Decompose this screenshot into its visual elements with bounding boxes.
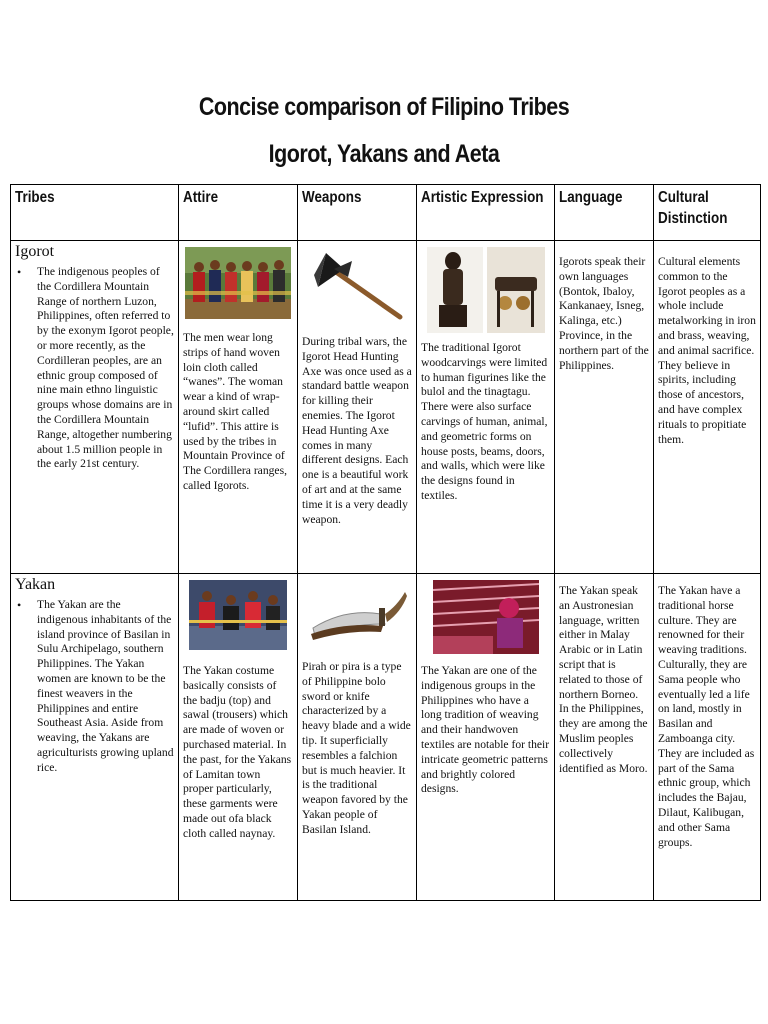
tribe-description-list: [15, 598, 174, 776]
yakan-costume-photo: [189, 580, 287, 650]
tribe-name: Yakan: [15, 576, 56, 593]
header-artistic-expression: Artistic Expression: [417, 185, 555, 241]
tribe-name: Igorot: [15, 243, 55, 260]
tribe-cell: [11, 241, 179, 574]
comparison-table: [10, 184, 761, 901]
tribe-description: • The Yakan are the indigenous inhabitants of the island province of Basilan in Sulu Archipelago, southern Philippines. The Yakan women are known to be the finest weavers in the Philippines and entire Southeast Asia. Aside from weaving, the Yakans are agriculturists growing upland rice.: [37, 598, 174, 776]
igorot-attire-photo: [185, 247, 291, 319]
language-cell: [555, 241, 654, 574]
art-text: The Yakan are one of the indigenous groups in the Philippines who have a long tradition of weaving and their handwoven textiles are notable for their intricate geometric patterns and brightly colored designs.: [421, 664, 550, 796]
culture-text: Cultural elements common to the Igorot peoples as a whole include metalworking in iron and brass, weaving, and animal sacrifice. They believe in spirits, including those of ancestors, and have complex rituals to propitiate them.: [658, 255, 756, 446]
attire-text: The men wear long strips of hand woven loin cloth called “wanes”. The woman wear a kind of wrap-around skirt called “lufid”. This attire is used by the tribes in Mountain Province of The Cordillera ranges, called Igorots.: [183, 331, 287, 492]
header-attire: Attire: [179, 185, 298, 241]
tribe-cell: [11, 574, 179, 901]
art-cell: [417, 241, 555, 574]
language-cell: [555, 574, 654, 901]
header-cultural-distinction: Cultural Distinction: [654, 185, 761, 241]
header-tribes: Tribes: [11, 185, 179, 241]
document-title: Concise comparison of Filipino Tribes: [198, 93, 570, 121]
tribe-description-list: [15, 265, 174, 472]
document-subtitle: Igorot, Yakans and Aeta: [268, 140, 500, 168]
attire-cell: [179, 241, 298, 574]
igorot-head-axe-photo: [304, 247, 410, 325]
weapons-text: Pirah or pira is a type of Philippine bolo sword or knife characterized by a heavy blade and a wide tip. It superficially resembles a falchion but is much heavier. It is the traditional weapon favored by the Yakan people of Basilan Island.: [302, 660, 411, 836]
yakan-weaving-photo: [433, 580, 539, 654]
culture-cell: [654, 574, 761, 901]
art-text: The traditional Igorot woodcarvings were limited to human figurines like the bulol and the tinagtagu. There were also surface carvings of human, animal, and geometric forms on house posts, beams, doors, and walls, which were like the designs found in textiles.: [421, 341, 548, 502]
language-text: The Yakan speak an Austronesian language, written either in Malay Arabic or in Latin script that is related to those of northern Borneo. In the Philippines, they are among the Muslim peoples collectively identified as Moro.: [559, 584, 648, 775]
culture-text: The Yakan have a traditional horse culture. They are renowned for their weaving traditions. Culturally, they are Sama people who eventually led a life on land, mostly in Basilan and Zamboanga city. They are included as part of the Sama ethnic group, which includes the Bajau, Dilaut, Kalibugan, and other Sama groups.: [658, 584, 755, 849]
language-text: Igorots speak their own languages (Bontok, Ibaloy, Kankanaey, Isneg, Kalinga, etc.) Province, in the northern part of the Philippines.: [559, 255, 649, 372]
attire-cell: [179, 574, 298, 901]
table-row: [11, 241, 761, 574]
attire-text: The Yakan costume basically consists of the badju (top) and sawal (trousers) which are made of woven or purchased material. In the past, for the Yakans of Lamitan town proper particularly, these garments were made out ofa black cloth called naynay.: [183, 664, 292, 840]
table-header-row: [11, 185, 761, 241]
weapons-cell: [298, 574, 417, 901]
yakan-pirah-photo: [305, 580, 409, 650]
igorot-woodcarvings-photo: [427, 247, 545, 333]
header-weapons: Weapons: [298, 185, 417, 241]
table-row: [11, 574, 761, 901]
culture-cell: [654, 241, 761, 574]
weapons-text: During tribal wars, the Igorot Head Hunting Axe was once used as a standard battle weapon for killing their enemies. The Igorot Head Hunting Axe comes in many different designs. Each one is a beautiful work of art and at the same time it is a very deadly weapon.: [302, 335, 412, 526]
weapons-cell: [298, 241, 417, 574]
art-cell: [417, 574, 555, 901]
header-language: Language: [555, 185, 654, 241]
tribe-description: • The indigenous peoples of the Cordillera Mountain Range of northern Luzon, Philippines, often referred to by the exonym Igorot people, or more recently, as the Cordilleran peoples, are an ethnic group composed of nine main ethno linguistic groups whose domains are in the Cordillera Mountain Range, altogether numbering about 1.5 million people in the early 21st century.: [37, 265, 174, 472]
